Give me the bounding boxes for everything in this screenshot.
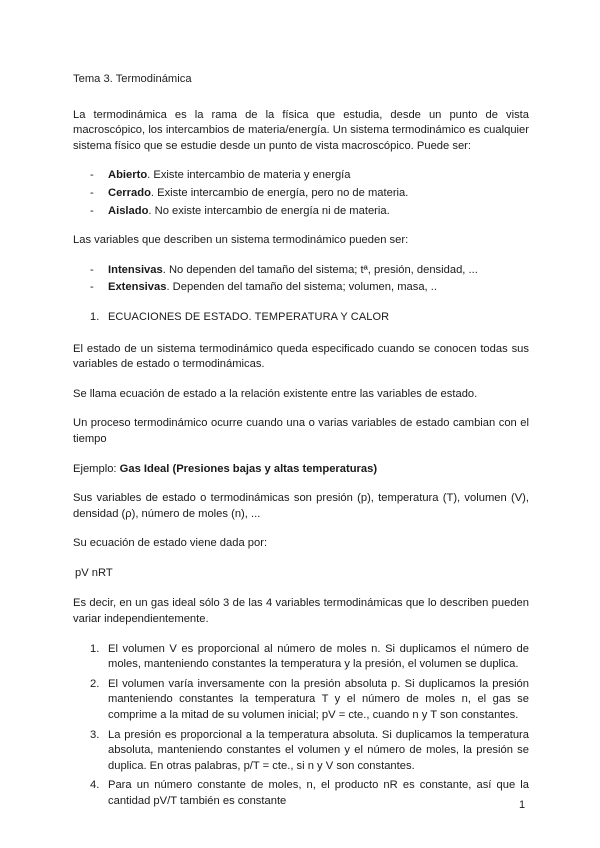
item-text: Para un número constante de moles, n, el producto nR es constante, así que la cantidad pV/T también es constante bbox=[108, 779, 529, 807]
item-text: La presión es proporcional a la temperatura absoluta. Si duplicamos la temperatura absoluta, manteniendo constantes el volumen y el número de moles, la presión se duplica. En otras palabras, p/T = cte., si n y V son constantes. bbox=[108, 728, 529, 772]
term-desc: . No dependen del tamaño del sistema; tª, presión, densidad, ... bbox=[162, 263, 478, 276]
state-paragraph: El estado de un sistema termodinámico queda especificado cuando se conocen todas sus variables de estado o termodinámicas. bbox=[73, 342, 529, 371]
page-number: 1 bbox=[519, 799, 526, 811]
term-desc: . Existe intercambio de energía, pero no de materia. bbox=[150, 186, 409, 199]
system-types-list bbox=[73, 168, 529, 219]
given-paragraph: Su ecuación de estado viene dada por: bbox=[73, 537, 268, 550]
item-number: 1. bbox=[90, 642, 100, 655]
section-heading bbox=[73, 310, 529, 326]
example-bold: Gas Ideal (Presiones bajas y altas temperaturas) bbox=[119, 462, 378, 475]
term: Extensivas bbox=[108, 281, 167, 294]
variable-types-list bbox=[73, 263, 529, 296]
variables-intro: Las variables que describen un sistema termodinámico pueden ser: bbox=[73, 234, 409, 247]
example-line bbox=[73, 462, 529, 478]
term: Abierto bbox=[108, 169, 148, 182]
list-item bbox=[73, 186, 529, 202]
list-item bbox=[73, 204, 529, 220]
decir-paragraph: Es decir, en un gas ideal sólo 3 de las 4 variables termodinámicas que lo describen pueden variar independientemente. bbox=[73, 597, 529, 626]
section-number: 1. bbox=[90, 310, 100, 323]
term-desc: . Dependen del tamaño del sistema; volumen, masa, .. bbox=[166, 281, 437, 294]
example-prefix: Ejemplo: bbox=[73, 462, 120, 475]
list-item bbox=[73, 280, 529, 296]
item-text: El volumen V es proporcional al número de moles n. Si duplicamos el número de moles, manteniendo constantes la temperatura y la presión, el volumen se duplica. bbox=[108, 642, 529, 671]
state-equation-formula: pV nRT bbox=[75, 566, 113, 579]
list-item bbox=[73, 728, 529, 775]
gas-points-list bbox=[73, 642, 529, 810]
item-text: El volumen varía inversamente con la presión absoluta p. Si duplicamos la presión manteniendo constantes la temperatura T y el número de moles n, el gas se comprime a la mitad de su volumen inicial; pV = cte., cuando n y T son constantes. bbox=[108, 677, 529, 722]
intro-paragraph: La termodinámica es la rama de la física que estudia, desde un punto de vista macroscópico, los intercambios de materia/energía. Un sistema termodinámico es cualquier sistema físico que se estudie desde un punto de vista macroscópico. Puede ser: bbox=[73, 108, 529, 152]
document-title: Tema 3. Termodinámica bbox=[73, 73, 192, 85]
document-page bbox=[73, 72, 529, 814]
item-number: 4. bbox=[90, 779, 100, 792]
term: Aislado bbox=[108, 204, 149, 217]
term-desc: . No existe intercambio de energía ni de materia. bbox=[148, 204, 390, 217]
term-desc: . Existe intercambio de materia y energía bbox=[147, 169, 351, 182]
term: Intensivas bbox=[108, 263, 163, 276]
equation-paragraph: Se llama ecuación de estado a la relación existente entre las variables de estado. bbox=[73, 387, 478, 400]
vars-paragraph: Sus variables de estado o termodinámicas son presión (p), temperatura (T), volumen (V), densidad (ρ), número de moles (n), ... bbox=[73, 492, 529, 520]
list-item bbox=[73, 677, 529, 724]
list-item bbox=[73, 168, 529, 184]
item-number: 3. bbox=[90, 728, 100, 741]
section-title: ECUACIONES DE ESTADO. TEMPERATURA Y CALOR bbox=[108, 310, 390, 323]
item-number: 2. bbox=[90, 677, 100, 690]
list-item bbox=[73, 778, 529, 809]
list-item bbox=[73, 642, 529, 673]
list-item bbox=[73, 263, 529, 279]
process-paragraph: Un proceso termodinámico ocurre cuando una o varias variables de estado cambian con el tiempo bbox=[73, 417, 529, 445]
term: Cerrado bbox=[108, 186, 151, 199]
